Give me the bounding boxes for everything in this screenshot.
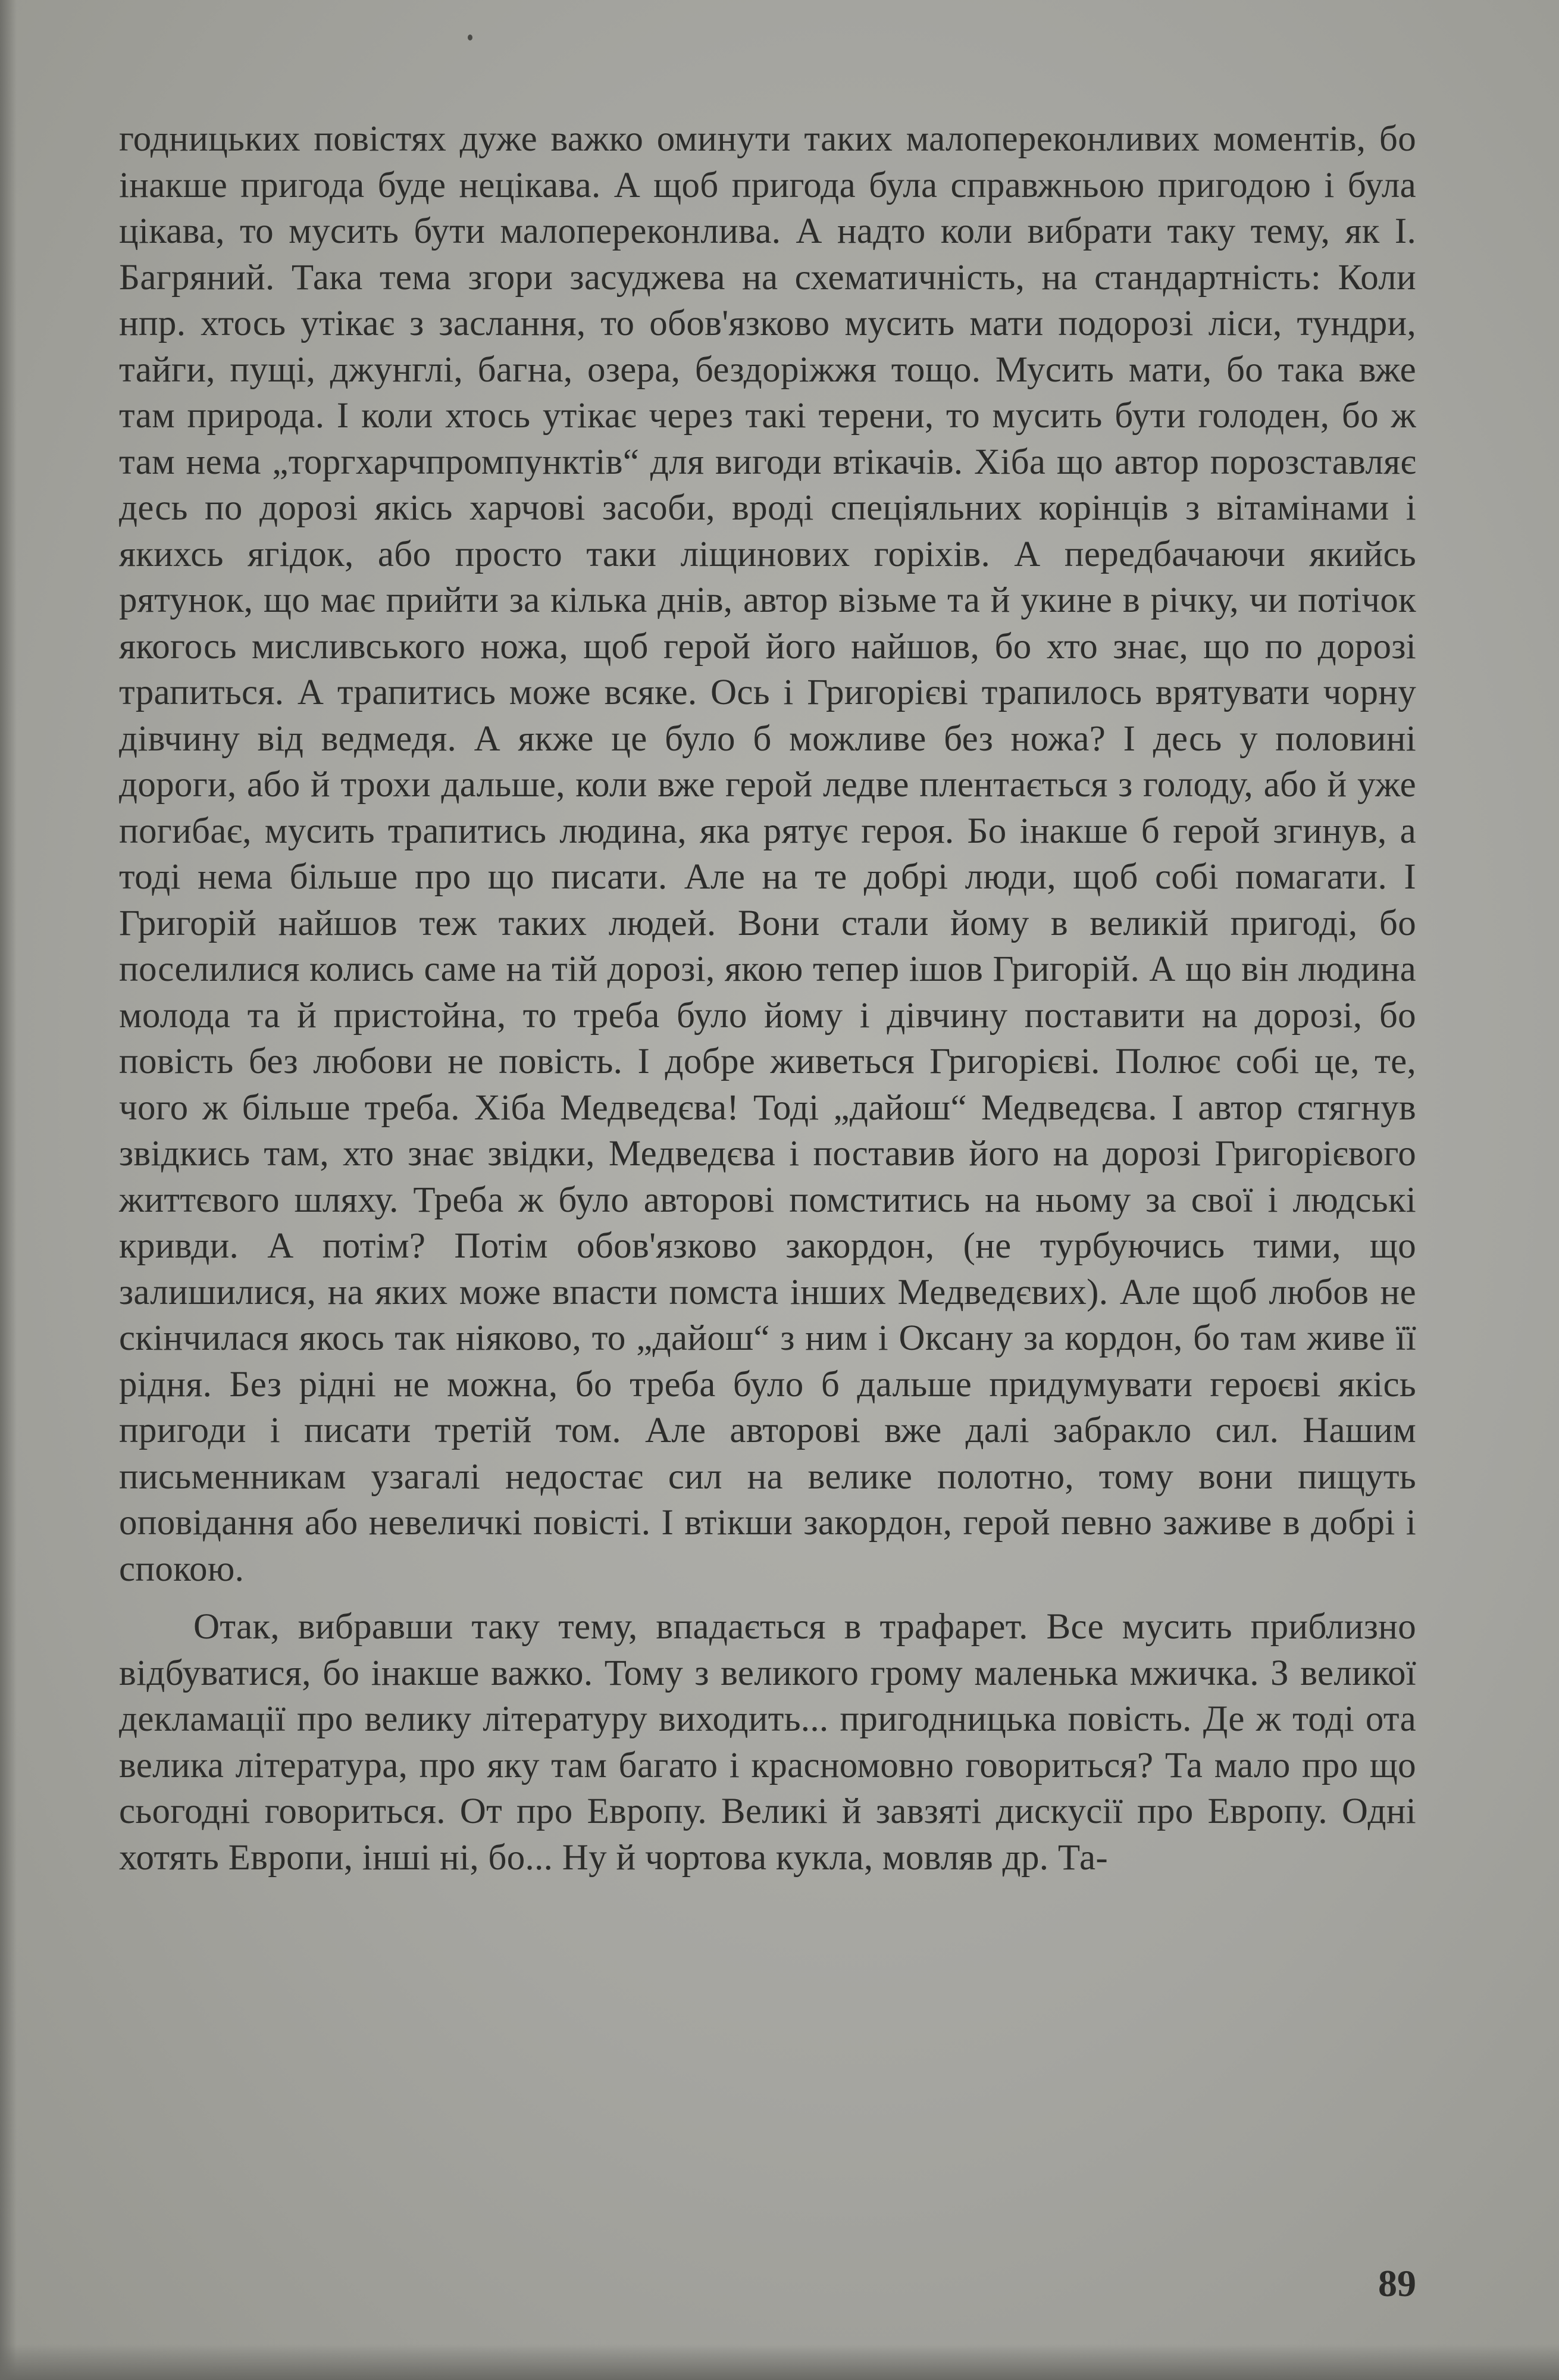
body-text	[119, 116, 1416, 1881]
paragraph-1: годницьких повістях дуже важко оминути таких малопереконливих моментів, бо інакше пригода буде нецікава. А щоб пригода була справжньою пригодою і була цікава, то мусить бути малопереконлива. А надто коли вибрати таку тему, як І. Багряний. Така тема згори засуджева на схематичність, на стандартність: Коли нпр. хтось утікає з заслання, то обов'язково мусить мати подорозі ліси, тундри, тайги, пущі, джунглі, багна, озера, бездоріжжя тощо. Мусить мати, бо така вже там природа. І коли хтось утікає через такі терени, то мусить бути голоден, бо ж там нема „торгхарчпромпунктів“ для вигоди втікачів. Хіба що автор порозставляє десь по дорозі якісь харчові засоби, вроді спеціяльних корінців з вітамінами і якихсь ягідок, або просто таки ліщинових горіхів. А передбачаючи якийсь рятунок, що має прийти за кілька днів, автор візьме та й укине в річку, чи потічок якогось мисливського ножа, щоб герой його найшов, бо хто знає, що по дорозі трапиться. А трапитись може всяке. Ось і Григорієві трапилось врятувати чорну дівчину від ведмедя. А якже це було б можливе без ножа? І десь у половині дороги, або й трохи дальше, коли вже герой ледве плентається з голоду, або й уже погибає, мусить трапитись людина, яка рятує героя. Бо інакше б герой згинув, а тоді нема більше про що писати. Але на те добрі люди, щоб собі помагати. І Григорій найшов теж таких людей. Вони стали йому в великій пригоді, бо поселилися колись саме на тій дорозі, якою тепер ішов Григорій. А що він людина молода та й пристойна, то треба було йому і дівчину поставити на дорозі, бо повість без любови не повість. І добре живеться Григорієві. Полює собі це, те, чого ж більше треба. Хіба Медведєва! Тоді „дайош“ Медведєва. І автор стягнув звідкись там, хто знає звідки, Медведєва і поставив його на дорозі Григорієвого життєвого шляху. Треба ж було авторові помститись на ньому за свої і людські кривди. А потім? Потім обов'язково закордон, (не турбуючись тими, що залишилися, на яких може впасти помста інших Медведєвих). Але щоб любов не скінчилася якось так ніяково, то „дайош“ з ним і Оксану за кордон, бо там живе її рідня. Без рідні не можна, бо треба було б дальше придумувати героєві якісь пригоди і писати третій том. Але авторові вже далі забракло сил. Нашим письменникам узагалі недостає сил на велике полотно, тому вони пищуть оповідання або невеличкі повісті. І втікши закордон, герой певно заживе в добрі і спокою.	[119, 119, 1416, 1589]
page-number: 89	[1378, 2262, 1416, 2304]
paper-speck	[468, 35, 472, 40]
page-binding-shadow	[0, 0, 17, 2380]
page-bottom-shadow	[0, 2344, 1559, 2380]
paragraph-2: Отак, вибравши таку тему, впадається в трафарет. Все мусить приблизно відбуватися, бо інакше важко. Тому з великого грому маленька мжичка. З великої декламації про велику літературу виходить... пригодницька повість. Де ж тоді ота велика література, про яку там багато і красномовно говориться? Та мало про що сьогодні говориться. От про Европу. Великі й завзяті дискусії про Европу. Одні хотять Европи, інші ні, бо... Ну й чортова кукла, мовляв др. Та-	[119, 1607, 1416, 1878]
